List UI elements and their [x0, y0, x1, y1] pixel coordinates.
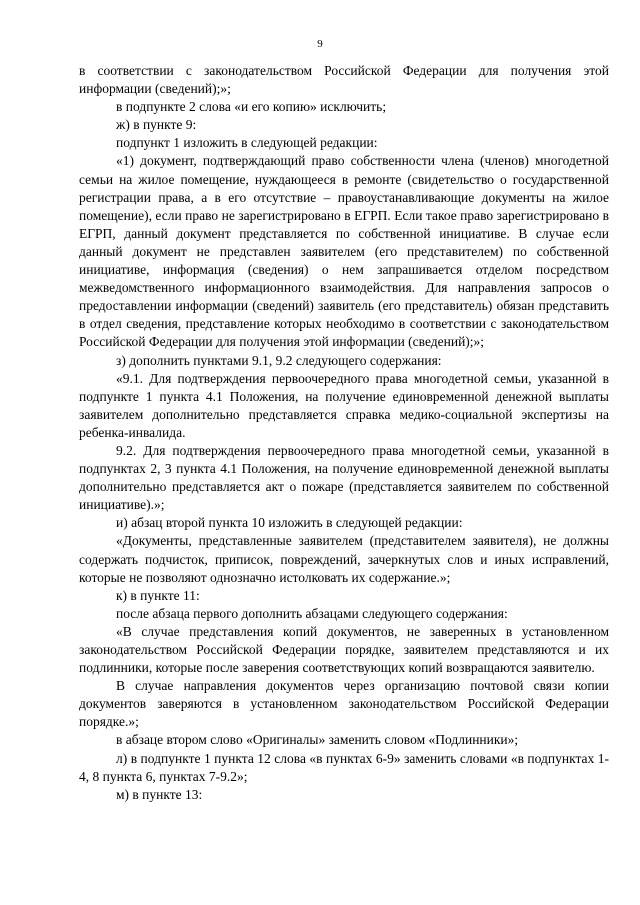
paragraph: и) абзац второй пункта 10 изложить в следующей редакции: [116, 515, 463, 531]
paragraph: з) дополнить пунктами 9.1, 9.2 следующего содержания: [116, 352, 442, 368]
paragraph: в соответствии с законодательством Российской Федерации для получения этой информации (сведений);»; [79, 63, 609, 97]
paragraph: подпункт 1 изложить в следующей редакции: [116, 135, 378, 151]
document-body [79, 62, 609, 804]
paragraph: «1) документ, подтверждающий право собственности члена (членов) многодетной семьи на жилое помещение, нуждающееся в ремонте (свидетельство о государственной регистрации права, а в его отсутствие – правоустанавливающие документы на жилое помещение), если право не зарегистрировано в ЕГРП. Если такое право зарегистрировано в ЕГРП, данный документ представляется по собственной инициативе. В случае если данный документ не представлен заявителем (его представителем) по собственной инициативе, информация (сведения) о нем запрашивается отделом посредством межведомственного информационного взаимодействия. Для направления запросов о предоставлении информации (сведений) заявитель (его представитель) обязан представить в отдел сведения, представление которых необходимо в соответствии с законодательством Российской Федерации для получения этой информации (сведений);»; [79, 153, 609, 350]
paragraph: в подпункте 2 слова «и его копию» исключить; [116, 99, 387, 115]
paragraph: к) в пункте 11: [116, 587, 200, 603]
paragraph: после абзаца первого дополнить абзацами следующего содержания: [116, 605, 508, 621]
paragraph: м) в пункте 13: [116, 786, 203, 802]
paragraph: «Документы, представленные заявителем (представителем заявителя), не должны содержать подчисток, приписок, повреждений, зачеркнутых слов и иных исправлений, которые не позволяют однозначно истолковать их содержание.»; [79, 533, 609, 585]
paragraph: «В случае представления копий документов, не заверенных в установленном законодательством Российской Федерации порядке, заявителем представляются и их подлинники, которые после заверения соответствующих копий возвращаются заявителю. [79, 623, 609, 676]
paragraph: л) в подпункте 1 пункта 12 слова «в пунктах 6-9» заменить словами «в подпунктах 1-4, 8 пункта 6, пунктах 7-9.2»; [79, 750, 609, 784]
paragraph: ж) в пункте 9: [116, 117, 197, 133]
paragraph: в абзаце втором слово «Оригиналы» заменить словом «Подлинники»; [116, 732, 519, 748]
paragraph: «9.1. Для подтверждения первоочередного права многодетной семьи, указанной в подпункте 1 пункта 4.1 Положения, на получение единовременной денежной выплаты заявителем дополнительно представляется справка медико-социальной экспертизы на ребенка-инвалида. [79, 370, 609, 440]
paragraph: В случае направления документов через организацию почтовой связи копии документов заверяются в установленном законодательством Российской Федерации порядке.»; [79, 678, 609, 730]
paragraph: 9.2. Для подтверждения первоочередного права многодетной семьи, указанной в подпунктах 2, 3 пункта 4.1 Положения, на получение единовременной денежной выплаты дополнительно представляется акт о пожаре (представляется заявителем по собственной инициативе).»; [79, 442, 609, 513]
page-number: 9 [317, 38, 323, 50]
